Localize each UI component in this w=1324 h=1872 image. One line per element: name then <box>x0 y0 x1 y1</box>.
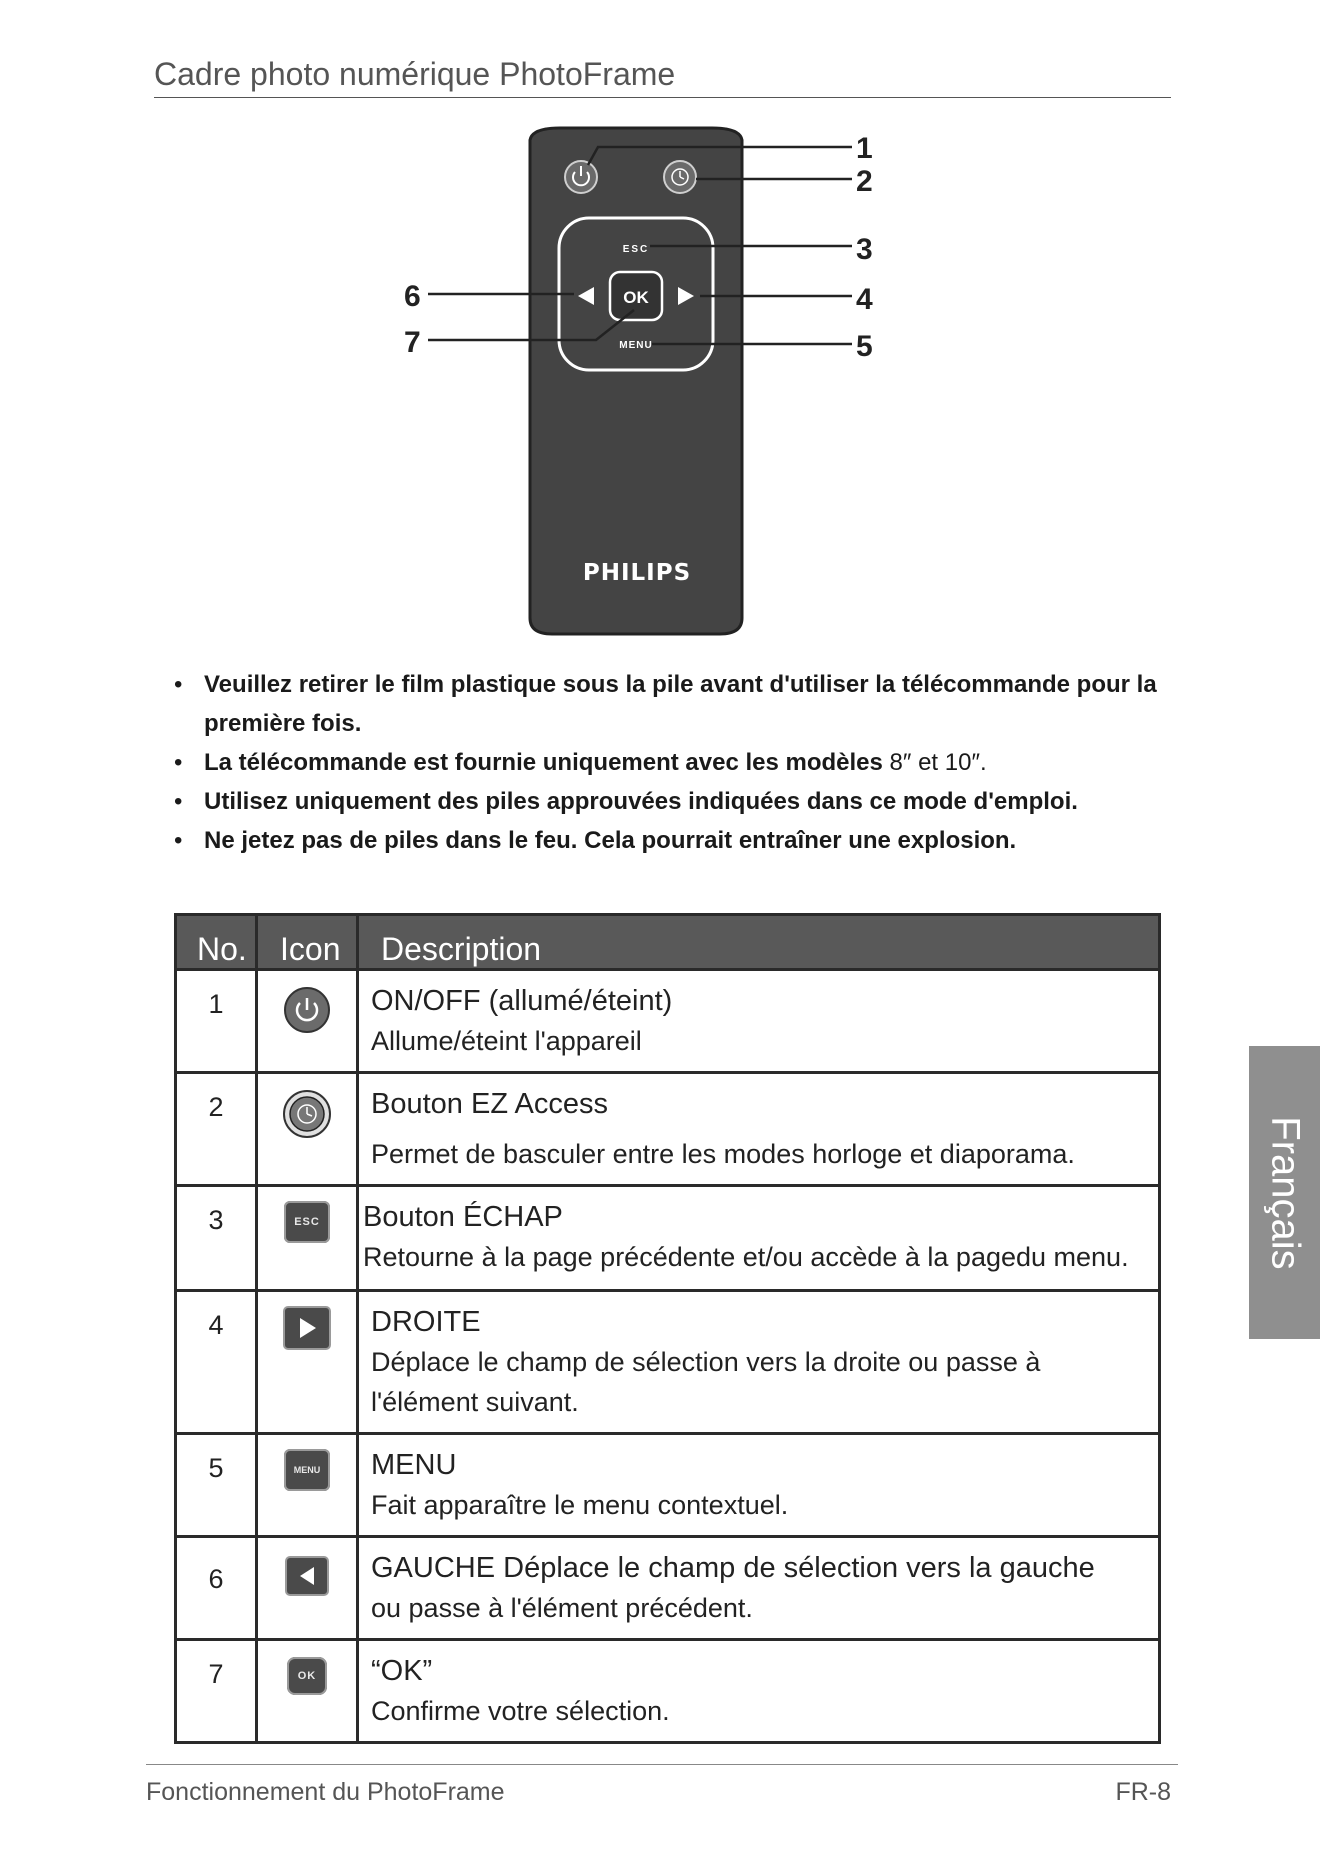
table-row <box>176 1186 1160 1291</box>
language-tab <box>1249 1046 1320 1339</box>
row-title: “OK” <box>371 1655 433 1687</box>
brand-logo: PHILIPS <box>582 560 692 586</box>
table-row <box>176 1073 1160 1186</box>
row-number: 4 <box>176 1291 257 1434</box>
row-number: 2 <box>176 1073 257 1186</box>
language-tab-label: Français <box>1263 1115 1307 1270</box>
header-no: No. <box>176 915 257 970</box>
table-header-row <box>176 915 1160 970</box>
remote-control-illustration <box>0 0 1324 650</box>
table-row <box>176 1434 1160 1537</box>
notice-item: • Ne jetez pas de piles dans le feu. Cela pourrait entraîner une explosion. <box>174 821 1204 860</box>
left-arrow-icon <box>285 1556 329 1596</box>
row-description: Permet de basculer entre les modes horloge et diaporama. <box>371 1139 1075 1169</box>
footer-divider <box>146 1764 1178 1765</box>
row-description: ou passe à l'élément précédent. <box>371 1593 753 1623</box>
row-number: 3 <box>176 1186 257 1291</box>
callout-6: 6 <box>404 280 421 313</box>
callout-1: 1 <box>856 132 873 165</box>
row-description: Confirme votre sélection. <box>371 1696 670 1726</box>
menu-label: MENU <box>619 340 653 351</box>
page-number: FR-8 <box>1115 1778 1171 1806</box>
row-description: Fait apparaître le menu contextuel. <box>371 1490 789 1520</box>
row-description: Déplace le champ de sélection vers la droite ou passe à l'élément suivant. <box>371 1347 1041 1417</box>
table-row <box>176 1640 1160 1743</box>
remote-body <box>530 128 742 634</box>
esc-icon: ESC <box>284 1201 330 1243</box>
esc-label: ESC <box>622 244 650 255</box>
notice-list <box>174 665 1204 860</box>
header-icon: Icon <box>257 915 358 970</box>
page-title: Cadre photo numérique PhotoFrame <box>154 56 676 92</box>
button-description-table <box>174 913 1161 1744</box>
row-title: MENU <box>371 1449 457 1481</box>
notice-item: • Utilisez uniquement des piles approuvées indiquées dans ce mode d'emploi. <box>174 782 1204 821</box>
row-number: 5 <box>176 1434 257 1537</box>
row-title: Bouton EZ Access <box>371 1088 608 1120</box>
callout-7: 7 <box>404 326 421 359</box>
callout-2: 2 <box>856 165 873 198</box>
ez-access-icon <box>281 1088 333 1140</box>
callout-3: 3 <box>856 233 873 266</box>
notice-item: • Veuillez retirer le film plastique sous la pile avant d'utiliser la télécommande pour la première fois. <box>174 665 1204 743</box>
callout-4: 4 <box>856 283 873 316</box>
row-title: GAUCHE Déplace le champ de sélection vers la gauche <box>371 1552 1095 1584</box>
row-number: 6 <box>176 1537 257 1640</box>
row-title: DROITE <box>371 1306 481 1338</box>
ok-label: OK <box>623 288 649 307</box>
table-row <box>176 970 1160 1073</box>
row-title: Bouton ÉCHAP <box>363 1201 563 1233</box>
table-row <box>176 1537 1160 1640</box>
ez-access-icon <box>664 161 696 193</box>
footer-section-title: Fonctionnement du PhotoFrame <box>146 1778 505 1806</box>
row-description: Retourne à la page précédente et/ou accède à la pagedu menu. <box>363 1242 1129 1272</box>
row-description: Allume/éteint l'appareil <box>371 1026 642 1056</box>
right-arrow-icon <box>283 1306 331 1350</box>
ok-icon: OK <box>287 1657 327 1695</box>
row-title: ON/OFF (allumé/éteint) <box>371 985 673 1017</box>
menu-icon: MENU <box>284 1449 330 1491</box>
header-description: Description <box>358 915 1160 970</box>
callout-5: 5 <box>856 330 873 363</box>
notice-item: • La télécommande est fournie uniquement avec les modèles 8″ et 10″. <box>174 743 1204 782</box>
row-number: 1 <box>176 970 257 1073</box>
power-icon <box>282 985 332 1035</box>
power-icon <box>565 161 597 193</box>
table-row <box>176 1291 1160 1434</box>
row-number: 7 <box>176 1640 257 1743</box>
